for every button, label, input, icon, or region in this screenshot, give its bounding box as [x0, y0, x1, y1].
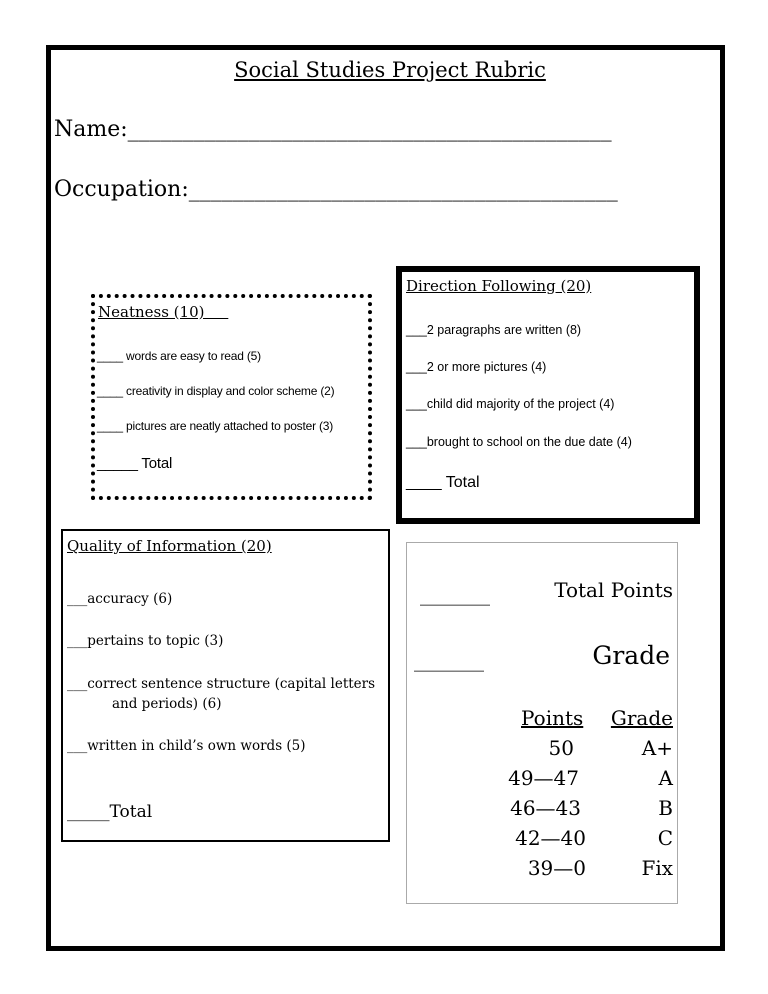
scale-points: 46—43 — [510, 796, 581, 820]
occupation-field: Occupation:_______________________________________ — [54, 177, 618, 202]
direction-item: ___2 paragraphs are written (8) — [406, 323, 582, 337]
direction-title: Direction Following (20) — [406, 277, 592, 295]
direction-item: ___brought to school on the due date (4) — [406, 435, 632, 449]
scale-points: 49—47 — [508, 766, 579, 790]
neatness-item: ____ pictures are neatly attached to poster (3) — [97, 419, 334, 433]
neatness-item: ____ creativity in display and color scheme (2) — [97, 384, 335, 398]
scale-points: 42—40 — [515, 826, 586, 850]
grade-label: Grade — [592, 641, 670, 670]
scale-grade: Fix — [641, 856, 673, 880]
scale-grade: A+ — [641, 736, 673, 760]
quality-item: ___pertains to topic (3) — [67, 633, 224, 649]
quality-item: ___accuracy (6) — [67, 591, 173, 607]
scale-grade: B — [658, 796, 673, 820]
direction-item: ___child did majority of the project (4) — [406, 397, 615, 411]
direction-total: ____ Total — [406, 474, 480, 491]
neatness-item: ____ words are easy to read (5) — [97, 349, 261, 363]
neatness-title: Neatness (10) — [98, 303, 229, 321]
quality-item-continued: and periods) (6) — [112, 696, 222, 712]
quality-item: ___correct sentence structure (capital letters — [67, 676, 376, 692]
quality-total: _____Total — [67, 802, 153, 822]
points-column-header: Points — [521, 706, 584, 730]
quality-title: Quality of Information (20) — [67, 537, 272, 555]
total-points-label: Total Points — [554, 578, 673, 602]
scale-grade: C — [657, 826, 673, 850]
page-title: Social Studies Project Rubric — [234, 58, 546, 82]
scale-points: 39—0 — [527, 856, 586, 880]
direction-item: ___2 or more pictures (4) — [406, 360, 547, 374]
quality-item: ___written in child’s own words (5) — [67, 738, 306, 754]
scale-points: 50 — [548, 736, 574, 760]
grade-blank: _______ — [414, 648, 484, 672]
name-field: Name:____________________________________________ — [54, 117, 612, 142]
neatness-total: _____ Total — [97, 455, 173, 472]
grade-column-header: Grade — [610, 706, 673, 730]
scale-grade: A — [658, 766, 673, 790]
total-points-blank: _______ — [420, 582, 490, 606]
